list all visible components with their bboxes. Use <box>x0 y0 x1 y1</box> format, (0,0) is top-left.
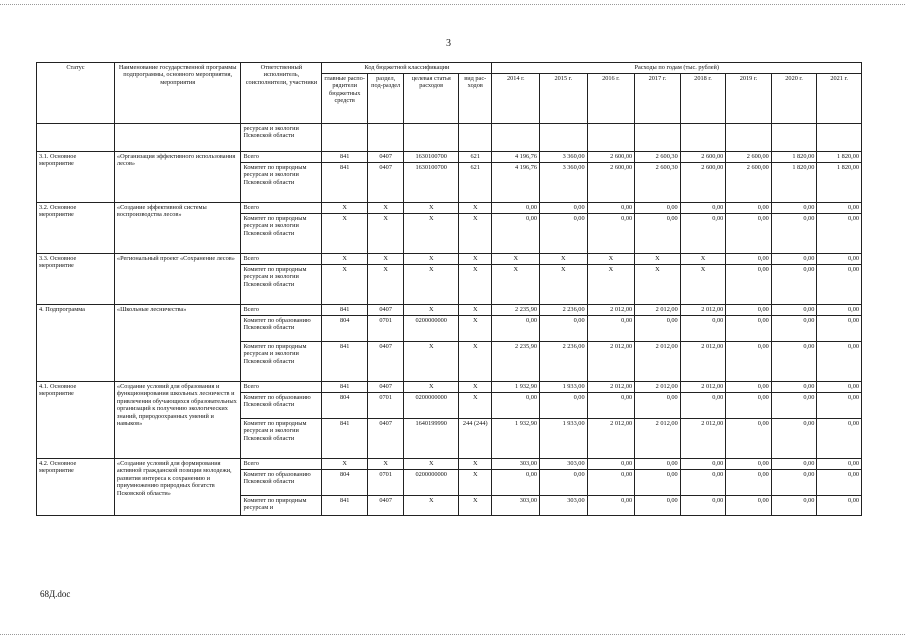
cell-program-name: «Создание условий для формирования активной гражданской позиции молодежи, развития интереса к сохранению и приумножению природных богатств Псковской области» <box>114 459 241 516</box>
cell-section: 0407 <box>367 382 403 393</box>
cell-amount: 0,00 <box>680 214 726 254</box>
cell-amount: 4 196,76 <box>492 163 540 203</box>
cell-grbs: 841 <box>322 152 368 163</box>
cell-amount: 1 820,00 <box>817 163 862 203</box>
cell-amount: 303,00 <box>492 496 540 516</box>
cell-amount: 3 360,00 <box>540 163 588 203</box>
cell-amount: 0,00 <box>680 203 726 214</box>
cell-amount: 2 012,00 <box>635 382 681 393</box>
cell-amount: 0,00 <box>817 254 862 265</box>
cell-amount: 0,00 <box>771 265 817 305</box>
cell-amount: 2 012,00 <box>680 342 726 382</box>
cell-amount <box>635 124 681 152</box>
cell-target <box>404 124 459 152</box>
header-target: целевая статья расходов <box>404 74 459 124</box>
cell-executor: Комитет по образованию Псковской области <box>241 470 322 496</box>
cell-amount: 2 012,00 <box>635 419 681 459</box>
cell-amount: 0,00 <box>680 316 726 342</box>
cell-amount: 0,00 <box>726 214 772 254</box>
header-executor: Ответственный исполнитель, соисполнители, участники <box>241 63 322 124</box>
cell-section: 0407 <box>367 152 403 163</box>
cell-executor: Всего <box>241 203 322 214</box>
cell-amount: 0,00 <box>817 459 862 470</box>
cell-grbs: X <box>322 214 368 254</box>
cell-amount <box>680 124 726 152</box>
cell-executor: Комитет по образованию Псковской области <box>241 316 322 342</box>
cell-amount: 2 600,00 <box>587 152 635 163</box>
cell-amount: 0,00 <box>817 470 862 496</box>
cell-amount: 0,00 <box>492 214 540 254</box>
cell-amount: 0,00 <box>635 316 681 342</box>
cell-target: X <box>404 214 459 254</box>
cell-executor: Всего <box>241 152 322 163</box>
page-number: 3 <box>446 38 451 49</box>
header-year: 2015 г. <box>540 74 588 124</box>
cell-amount: 0,00 <box>771 470 817 496</box>
cell-amount: 2 600,30 <box>635 163 681 203</box>
cell-program-name <box>114 124 241 152</box>
cell-section: 0701 <box>367 470 403 496</box>
cell-amount: 1 820,00 <box>771 152 817 163</box>
cell-expense-type: X <box>459 382 492 393</box>
cell-amount: 2 012,00 <box>680 382 726 393</box>
cell-section: 0701 <box>367 316 403 342</box>
cell-executor: Комитет по природным ресурсам и экологии Псковской области <box>241 265 322 305</box>
cell-amount: 2 236,00 <box>540 342 588 382</box>
cell-grbs: X <box>322 459 368 470</box>
cell-expense-type: X <box>459 459 492 470</box>
cell-section: X <box>367 203 403 214</box>
header-year: 2014 г. <box>492 74 540 124</box>
cell-target: X <box>404 459 459 470</box>
cell-expense-type: X <box>459 342 492 382</box>
cell-executor: Всего <box>241 459 322 470</box>
cell-section: 0407 <box>367 496 403 516</box>
cell-amount: 0,00 <box>635 459 681 470</box>
cell-status: 4.2. Основное мероприятие <box>37 459 115 516</box>
cell-amount: 2 600,00 <box>587 163 635 203</box>
cell-amount: 2 012,00 <box>587 342 635 382</box>
cell-amount: 0,00 <box>492 470 540 496</box>
cell-expense-type: X <box>459 393 492 419</box>
cell-program-name: «Региональный проект «Сохранение лесов» <box>114 254 241 305</box>
cell-amount: 0,00 <box>726 496 772 516</box>
cell-executor: Комитет по природным ресурсам и экологии Псковской области <box>241 163 322 203</box>
cell-target: X <box>404 342 459 382</box>
cell-amount: 0,00 <box>680 459 726 470</box>
cell-amount: 0,00 <box>492 393 540 419</box>
table-row <box>37 254 862 265</box>
cell-amount: 0,00 <box>817 342 862 382</box>
cell-expense-type: 621 <box>459 163 492 203</box>
cell-grbs: 841 <box>322 163 368 203</box>
cell-expense-type: X <box>459 254 492 265</box>
cell-executor: Комитет по природным ресурсам и <box>241 496 322 516</box>
cell-amount: 1 820,00 <box>771 163 817 203</box>
cell-amount: 0,00 <box>817 316 862 342</box>
cell-amount: 1 933,00 <box>540 382 588 393</box>
cell-section: X <box>367 459 403 470</box>
cell-amount <box>587 124 635 152</box>
cell-amount: X <box>680 254 726 265</box>
cell-amount: 0,00 <box>635 470 681 496</box>
cell-target: 1630100700 <box>404 152 459 163</box>
cell-target: 1630100700 <box>404 163 459 203</box>
cell-amount: 0,00 <box>635 393 681 419</box>
cell-amount: 0,00 <box>771 342 817 382</box>
cell-amount: 2 600,00 <box>726 163 772 203</box>
cell-amount: 0,00 <box>726 419 772 459</box>
cell-amount: 0,00 <box>726 254 772 265</box>
cell-amount: X <box>492 265 540 305</box>
cell-amount: 2 012,00 <box>635 342 681 382</box>
cell-amount: 0,00 <box>771 254 817 265</box>
cell-program-name: «Школьные лесничества» <box>114 305 241 382</box>
header-section: раздел, под-раздел <box>367 74 403 124</box>
cell-amount: 2 600,00 <box>680 163 726 203</box>
cell-amount: X <box>587 254 635 265</box>
cell-amount: X <box>492 254 540 265</box>
cell-amount: 2 012,00 <box>587 382 635 393</box>
cell-program-name: «Создание условий для образования и функционирования школьных лесничеств и привлечения обучающихся образовательных организаций к получению экологических знаний, природоохранных умений и навыков» <box>114 382 241 459</box>
cell-amount: 0,00 <box>771 419 817 459</box>
cell-amount: 0,00 <box>587 214 635 254</box>
header-year: 2019 г. <box>726 74 772 124</box>
header-year: 2016 г. <box>587 74 635 124</box>
table-row <box>37 203 862 214</box>
cell-grbs: 804 <box>322 316 368 342</box>
cell-amount: 2 012,00 <box>635 305 681 316</box>
cell-amount: X <box>635 265 681 305</box>
cell-amount: 0,00 <box>817 214 862 254</box>
cell-section: X <box>367 265 403 305</box>
cell-amount: 0,00 <box>771 316 817 342</box>
cell-amount: 0,00 <box>771 382 817 393</box>
cell-amount: 303,00 <box>540 459 588 470</box>
cell-amount: 0,00 <box>817 393 862 419</box>
cell-status: 4.1. Основное мероприятие <box>37 382 115 459</box>
cell-executor: Всего <box>241 382 322 393</box>
cell-section: X <box>367 254 403 265</box>
cell-amount: 0,00 <box>587 496 635 516</box>
cell-amount: X <box>540 265 588 305</box>
cell-amount: 2 235,90 <box>492 342 540 382</box>
cell-target: 0200000000 <box>404 316 459 342</box>
cell-amount: 0,00 <box>771 459 817 470</box>
cell-amount: 0,00 <box>587 470 635 496</box>
cell-amount: 2 012,00 <box>680 305 726 316</box>
cell-amount <box>817 124 862 152</box>
cell-target: X <box>404 254 459 265</box>
table-body <box>37 124 862 516</box>
cell-status: 3.2. Основное мероприятие <box>37 203 115 254</box>
table-row <box>37 459 862 470</box>
cell-program-name: «Создание эффективной системы воспроизводства лесов» <box>114 203 241 254</box>
cell-amount: X <box>680 265 726 305</box>
table-row <box>37 305 862 316</box>
cell-amount: X <box>587 265 635 305</box>
cell-amount: 0,00 <box>817 203 862 214</box>
cell-executor: Комитет по образованию Псковской области <box>241 393 322 419</box>
cell-grbs: 841 <box>322 342 368 382</box>
cell-target: X <box>404 265 459 305</box>
cell-amount: 0,00 <box>817 382 862 393</box>
cell-section: 0407 <box>367 163 403 203</box>
cell-section: 0407 <box>367 419 403 459</box>
cell-amount <box>492 124 540 152</box>
cell-executor: ресурсам и экологии Псковской области <box>241 124 322 152</box>
cell-expense-type: X <box>459 203 492 214</box>
cell-target: X <box>404 496 459 516</box>
cell-grbs: 804 <box>322 393 368 419</box>
cell-executor: Комитет по природным ресурсам и экологии Псковской области <box>241 419 322 459</box>
cell-amount: 0,00 <box>680 496 726 516</box>
cell-expense-type: X <box>459 316 492 342</box>
cell-grbs: 841 <box>322 305 368 316</box>
cell-amount: 0,00 <box>492 316 540 342</box>
cell-amount: 0,00 <box>771 203 817 214</box>
cell-amount: 0,00 <box>771 496 817 516</box>
cell-amount: 1 932,90 <box>492 419 540 459</box>
cell-target: X <box>404 305 459 316</box>
cell-amount: 0,00 <box>635 214 681 254</box>
cell-target: X <box>404 382 459 393</box>
cell-amount: 303,00 <box>492 459 540 470</box>
cell-amount: 2 236,00 <box>540 305 588 316</box>
header-budget-code: Код бюджетной классификации <box>322 63 492 74</box>
cell-program-name: «Организация эффективного использования лесов» <box>114 152 241 203</box>
cell-amount: 0,00 <box>726 305 772 316</box>
cell-amount: 0,00 <box>817 265 862 305</box>
cell-expense-type: X <box>459 214 492 254</box>
cell-expense-type: X <box>459 470 492 496</box>
cell-target: 0200000000 <box>404 393 459 419</box>
cell-amount: 0,00 <box>540 393 588 419</box>
cell-amount: 0,00 <box>817 305 862 316</box>
header-expense-type: вид рас-ходов <box>459 74 492 124</box>
cell-section: 0407 <box>367 342 403 382</box>
header-status: Статус <box>37 63 115 124</box>
cell-amount: 2 012,00 <box>587 419 635 459</box>
cell-expense-type: X <box>459 265 492 305</box>
cell-amount: 1 933,00 <box>540 419 588 459</box>
cell-amount: 0,00 <box>540 316 588 342</box>
table-row <box>37 152 862 163</box>
cell-grbs <box>322 124 368 152</box>
cell-amount: 0,00 <box>726 393 772 419</box>
cell-status: 4. Подпрограмма <box>37 305 115 382</box>
cell-section: 0701 <box>367 393 403 419</box>
cell-amount: 1 820,00 <box>817 152 862 163</box>
cell-amount: 0,00 <box>587 459 635 470</box>
cell-grbs: 804 <box>322 470 368 496</box>
cell-amount <box>540 124 588 152</box>
cell-amount: 2 235,90 <box>492 305 540 316</box>
cell-section: X <box>367 214 403 254</box>
cell-amount: 0,00 <box>771 214 817 254</box>
cell-grbs: X <box>322 203 368 214</box>
cell-amount: 0,00 <box>726 203 772 214</box>
cell-amount <box>771 124 817 152</box>
cell-section: 0407 <box>367 305 403 316</box>
cell-amount: 0,00 <box>726 459 772 470</box>
cell-amount: 2 600,00 <box>726 152 772 163</box>
cell-grbs: 841 <box>322 419 368 459</box>
cell-grbs: X <box>322 265 368 305</box>
cell-grbs: 841 <box>322 496 368 516</box>
cell-amount: 0,00 <box>492 203 540 214</box>
header-year: 2020 г. <box>771 74 817 124</box>
cell-amount: 0,00 <box>726 382 772 393</box>
header-year: 2021 г. <box>817 74 862 124</box>
table-header <box>37 63 862 124</box>
header-grbs: главные распо-рядители бюджетных средств <box>322 74 368 124</box>
cell-section <box>367 124 403 152</box>
cell-amount: 303,00 <box>540 496 588 516</box>
scan-edge-bottom <box>0 634 905 635</box>
cell-amount: 2 012,00 <box>587 305 635 316</box>
cell-amount: 0,00 <box>771 393 817 419</box>
cell-amount: X <box>635 254 681 265</box>
cell-executor: Комитет по природным ресурсам и экологии Псковской области <box>241 214 322 254</box>
cell-amount: 2 012,00 <box>680 419 726 459</box>
cell-expense-type: 621 <box>459 152 492 163</box>
cell-amount: 0,00 <box>540 214 588 254</box>
cell-amount: 0,00 <box>817 419 862 459</box>
cell-status <box>37 124 115 152</box>
cell-amount: 2 600,00 <box>680 152 726 163</box>
header-expenses: Расходы по годам (тыс. рублей) <box>492 63 862 74</box>
cell-expense-type: X <box>459 496 492 516</box>
cell-amount: 0,00 <box>817 496 862 516</box>
cell-amount: 0,00 <box>680 393 726 419</box>
cell-amount: 0,00 <box>635 203 681 214</box>
cell-status: 3.3. Основное мероприятие <box>37 254 115 305</box>
cell-amount: 0,00 <box>540 470 588 496</box>
cell-expense-type <box>459 124 492 152</box>
cell-target: 0200000000 <box>404 470 459 496</box>
cell-amount: 0,00 <box>726 316 772 342</box>
cell-amount: 0,00 <box>680 470 726 496</box>
cell-target: X <box>404 203 459 214</box>
table-row <box>37 382 862 393</box>
cell-amount: 4 196,76 <box>492 152 540 163</box>
header-year: 2018 г. <box>680 74 726 124</box>
cell-amount: 0,00 <box>587 393 635 419</box>
cell-amount: 0,00 <box>587 316 635 342</box>
cell-amount: 0,00 <box>587 203 635 214</box>
cell-status: 3.1. Основное мероприятие <box>37 152 115 203</box>
cell-grbs: 841 <box>322 382 368 393</box>
footer-filename: 68Д.doc <box>40 589 71 599</box>
cell-target: 1640199990 <box>404 419 459 459</box>
cell-amount: 0,00 <box>771 305 817 316</box>
cell-grbs: X <box>322 254 368 265</box>
cell-amount: 0,00 <box>726 470 772 496</box>
cell-executor: Комитет по природным ресурсам и экологии Псковской области <box>241 342 322 382</box>
cell-expense-type: 244 (244) <box>459 419 492 459</box>
cell-amount: 0,00 <box>726 342 772 382</box>
cell-amount: 0,00 <box>540 203 588 214</box>
header-year: 2017 г. <box>635 74 681 124</box>
cell-amount: 3 360,00 <box>540 152 588 163</box>
cell-expense-type: X <box>459 305 492 316</box>
table-row <box>37 124 862 152</box>
cell-amount: 0,00 <box>726 265 772 305</box>
cell-amount: 1 932,90 <box>492 382 540 393</box>
scan-edge-top <box>0 4 905 5</box>
cell-executor: Всего <box>241 305 322 316</box>
cell-executor: Всего <box>241 254 322 265</box>
cell-amount: 0,00 <box>635 496 681 516</box>
cell-amount: 2 600,30 <box>635 152 681 163</box>
budget-table <box>36 62 862 516</box>
cell-amount: X <box>540 254 588 265</box>
cell-amount <box>726 124 772 152</box>
header-program-name: Наименование государственной программы подпрограммы, основного мероприятия, мероприятия <box>114 63 241 124</box>
